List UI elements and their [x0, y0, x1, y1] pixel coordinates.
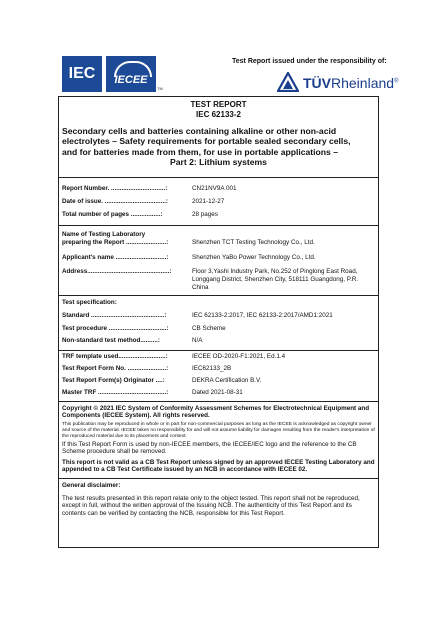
- heading-line: electrolytes – Safety requirements for portable sealed secondary cells,: [62, 136, 351, 147]
- field-label: Address...............................................:: [62, 268, 172, 275]
- field-label: Test Report Form No. ......................:: [62, 365, 169, 372]
- heading-line: and for batteries made from them, for use in portable applications –: [62, 146, 339, 157]
- field-label: preparing the Report .......................:: [62, 239, 169, 246]
- field-label: Test procedure .................................:: [62, 325, 169, 332]
- applicant-value: Shenzhen YaBo Power Technology Co., Ltd.: [192, 254, 316, 261]
- non-standard-value: N/A: [192, 337, 203, 344]
- test-report-frame: [58, 96, 379, 548]
- report-title: TEST REPORT: [190, 100, 247, 109]
- trf-form-no-value: IEC62133_2B: [192, 365, 232, 372]
- tuv-brand-text: TÜVRheinland®: [303, 75, 399, 91]
- field-label: Standard ..........................................:: [62, 312, 167, 319]
- heading-line: Part 2: Lithium systems: [170, 156, 267, 167]
- report-number-value: CN21NV9A 001: [192, 185, 237, 192]
- field-label: Report Number. ...............................:: [62, 185, 168, 192]
- tuv-rheinland-logo: [277, 72, 417, 96]
- field-label: Total number of pages .................:: [62, 211, 163, 218]
- test-procedure-value: CB Scheme: [192, 325, 226, 332]
- field-label: Test specification:: [62, 299, 117, 306]
- tuv-triangle-icon: [277, 72, 299, 92]
- master-trf-value: Dated 2021-08-31: [192, 389, 243, 396]
- copyright-heading: Copyright © 2021 IEC System of Conformity Assessment Schemes for Electrotechnical Equipment and Components (IECEE System). All rights reserved.: [62, 405, 370, 420]
- trf-originator-value: DEKRA Certification B.V.: [192, 377, 262, 384]
- divider: [59, 478, 378, 479]
- non-iecee-note: If this Test Report Form is used by non-IECEE members, the IECEE/IEC logo and the reference to the CB Scheme procedure shall be removed.: [62, 441, 357, 456]
- field-label: Applicant's name .............................:: [62, 254, 169, 261]
- divider: [59, 177, 378, 178]
- date-of-issue-value: 2021-12-27: [192, 198, 225, 205]
- field-label: Name of Testing Laboratory: [62, 231, 146, 238]
- divider: [59, 225, 378, 226]
- field-label: Master TRF .......................................:: [62, 389, 169, 396]
- responsibility-note: Test Report issued under the responsibility of:: [232, 58, 387, 65]
- testing-lab-value: Shenzhen TCT Testing Technology Co., Ltd.: [192, 239, 315, 246]
- report-standard: IEC 62133-2: [196, 110, 241, 119]
- divider: [59, 401, 378, 402]
- report-heading: [62, 126, 375, 167]
- total-pages-value: 28 pages: [192, 211, 218, 218]
- validity-note: This report is not valid as a CB Test Report unless signed by an approved IECEE Testing Laboratory and appended to a CB Test Certificate issued by an NCB in accordance with IECEE 02.: [62, 459, 375, 474]
- heading-line: Secondary cells and batteries containing alkaline or other non-acid: [62, 126, 337, 136]
- disclaimer-body: The test results presented in this report relate only to the object tested. This report shall not be reproduced, except in full, without the written approval of the Issuing NCB. The authenticity of this Test Report and its contents can be verified by contacting the NCB, responsible for this Test Report.: [62, 495, 360, 517]
- iec-logo-mark: IEC: [62, 56, 102, 92]
- disclaimer-heading: General disclaimer:: [62, 482, 121, 489]
- field-label: TRF template used...........................:: [62, 353, 168, 360]
- divider: [59, 295, 378, 296]
- trf-template-value: IECEE OD-2020-F1:2021, Ed.1.4: [192, 353, 286, 360]
- copyright-body: This publication may be reproduced in whole or in part for non-commercial purposes as long as the IECEE is acknowledged as copyright owner and source of the material. IECEE takes no responsibility for and will not assume liability for damages resulting from the reader's interpretation of the reproduced material due to its placement and context.: [62, 422, 375, 439]
- trademark-sign: TM: [157, 86, 163, 91]
- divider: [59, 350, 378, 351]
- field-label: Non-standard test method..........:: [62, 337, 160, 344]
- iecee-logo-mark: IECEE: [106, 56, 156, 92]
- field-label: Test Report Form(s) Originator ....:: [62, 377, 165, 384]
- standard-value: IEC 62133-2:2017, IEC 62133-2:2017/AMD1:2021: [192, 312, 333, 319]
- field-label: Date of issue. ...................................:: [62, 198, 169, 205]
- address-value: Floor 3,Yashi Industry Park, No.252 of Pinglong East Road, Longgang District, Shenzhen City, 518111 Guangdong, P.R. China: [192, 268, 359, 291]
- iec-iecee-logo: [62, 56, 166, 96]
